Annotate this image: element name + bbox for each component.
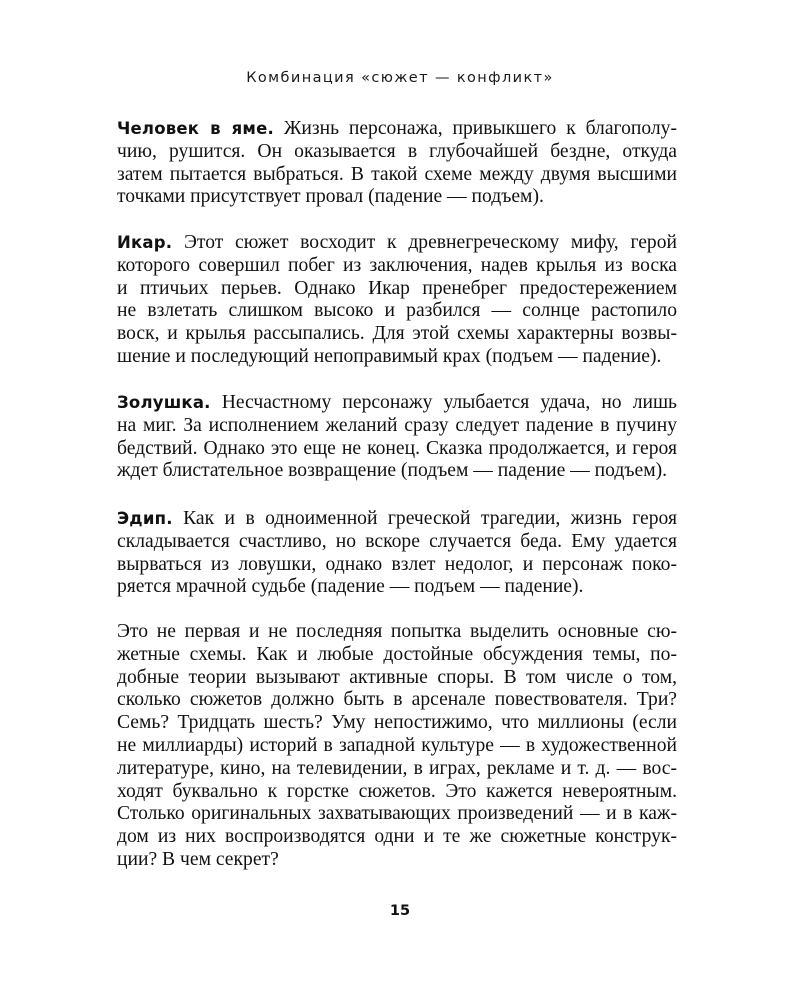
paragraph-line: добные теории вызывают активные споры. В том числе о том, — [117, 666, 677, 688]
paragraph-line: ждет блистательное возвращение (подъем — падение — подъем). — [117, 460, 668, 482]
paragraph-line: не миллиарды) историй в западной культуре — в художественной — [117, 734, 677, 756]
paragraph-line: шение и последующий непоправимый крах (подъем — падение). — [117, 345, 662, 367]
paragraph-line: затем пытается выбраться. В такой схеме между двумя высшими — [117, 163, 677, 185]
entry-paragraph-chelovek-v-yame — [117, 118, 677, 209]
page-number: 15 — [389, 903, 411, 919]
paragraph-line: ции? В чем секрет? — [117, 848, 279, 870]
paragraph-line: и птичьих перьев. Однако Икар пренебрег предостережением — [117, 277, 677, 299]
paragraph-line: сколько сюжетов должно быть в арсенале повествователя. Три? — [117, 689, 677, 711]
entry-term: Эдип. — [117, 509, 173, 528]
paragraph-line: Семь? Тридцать шесть? Уму непостижимо, что миллионы (если — [117, 712, 677, 734]
paragraph-line: бедствий. Однако это еще не конец. Сказка продолжается, и героя — [117, 437, 677, 459]
paragraph-line: Столько оригинальных захватывающих произведений — и в каж- — [117, 803, 677, 825]
entry-text: Этот сюжет восходит к древнегреческому мифу, герой — [172, 232, 677, 253]
paragraph-line: не взлетать слишком высоко и разбился — солнце растопило — [117, 300, 677, 322]
paragraph-line: чию, рушится. Он оказывается в глубочайшей бездне, откуда — [117, 140, 677, 162]
paragraph-line: на миг. За исполнением желаний сразу следует падение в пучину — [117, 414, 677, 436]
entry-text: Жизнь персонажа, привыкшего к благополу- — [273, 118, 678, 139]
paragraph-line — [117, 508, 677, 531]
entry-text: Несчастному персонажу улыбается удача, но лишь — [210, 392, 677, 413]
paragraph-line — [117, 392, 677, 415]
paragraph-line: воск, и крылья рассыпались. Для этой схемы характерны возвы- — [117, 323, 677, 345]
paragraph-line: жетные схемы. Как и любые достойные обсуждения темы, по- — [117, 643, 677, 665]
paragraph-line: которого совершил побег из заключения, надев крылья из воска — [117, 254, 677, 276]
paragraph-line: литературе, кино, на телевидении, в играх, рекламе и т. д. — вос- — [117, 757, 677, 779]
entry-term: Икар. — [117, 233, 173, 252]
entry-paragraph-ikar — [117, 232, 677, 369]
entry-term: Человек в яме. — [117, 119, 274, 138]
entry-term: Золушка. — [117, 393, 211, 412]
paragraph-line: вырваться из ловушки, однако взлет недолог, и персонаж поко- — [117, 553, 677, 575]
closing-paragraph — [117, 621, 677, 872]
paragraph-line: складывается счастливо, но вскоре случается беда. Ему удается — [117, 530, 677, 552]
entry-paragraph-zolushka — [117, 392, 677, 483]
running-header: Комбинация «сюжет — конфликт» — [246, 70, 554, 86]
entry-paragraph-edip — [117, 508, 677, 599]
paragraph-line: Это не первая и не последняя попытка выделить основные сю- — [117, 621, 677, 642]
paragraph-line: ходят буквально к горстке сюжетов. Это кажется невероятным. — [117, 780, 677, 802]
paragraph-line: дом из них воспроизводятся одни и те же сюжетные конструк- — [117, 826, 677, 848]
paragraph-line: точками присутствует провал (падение — подъем). — [117, 186, 544, 208]
entry-text: Как и в одноименной греческой трагедии, жизнь героя — [172, 508, 677, 529]
paragraph-line: ряется мрачной судьбе (падение — подъем — падение). — [117, 576, 584, 598]
paragraph-line — [117, 118, 677, 141]
paragraph-line — [117, 232, 677, 255]
